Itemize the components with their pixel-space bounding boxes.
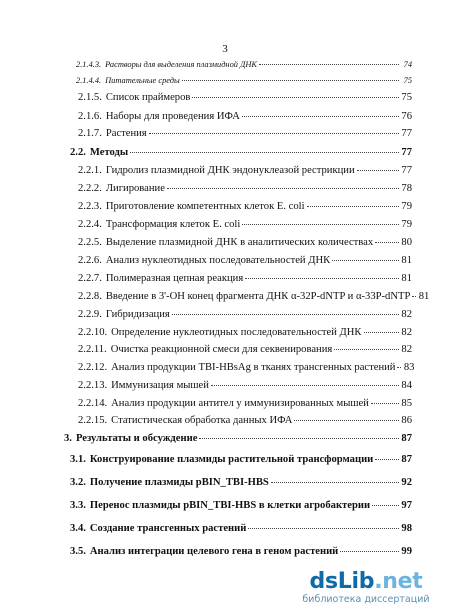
toc-entry-number: 2.2.9. xyxy=(78,309,102,320)
toc-entry-title: Гидролиз плазмидной ДНК эндонуклеазой рестрикции xyxy=(105,165,355,176)
toc-leader-dots xyxy=(397,367,401,368)
toc-leader-dots xyxy=(199,438,399,439)
toc-leader-dots xyxy=(307,206,399,207)
toc-leader-dots xyxy=(248,528,399,529)
toc-entry-title: Анализ продукции антител у иммунизированных мышей xyxy=(111,398,369,409)
toc-leader-dots xyxy=(245,278,399,279)
toc-entry-page: 83 xyxy=(403,362,415,373)
toc-entry-title: Выделение плазмидной ДНК в аналитических количествах xyxy=(105,237,374,248)
toc-entry-page: 87 xyxy=(401,433,412,444)
toc-leader-dots xyxy=(294,420,399,421)
toc-leader-dots xyxy=(340,551,399,552)
toc-entry-page: 82 xyxy=(401,309,412,320)
toc-entry-page: 75 xyxy=(401,92,412,103)
toc-entry xyxy=(78,290,430,303)
toc-entry-number: 2.2.2. xyxy=(78,183,102,194)
toc-entry xyxy=(78,414,412,427)
toc-entry-page: 77 xyxy=(401,165,412,176)
toc-entry xyxy=(70,545,412,558)
toc-entry-number: 2.2.7. xyxy=(78,273,102,284)
toc-entry xyxy=(78,127,412,140)
toc-entry-number: 2.2.4. xyxy=(78,219,102,230)
toc-entry-number: 2.1.4.4. xyxy=(76,76,102,85)
toc-entry-number: 2.2.6. xyxy=(78,255,102,266)
toc-entry-title: Лигирование xyxy=(105,183,165,194)
toc-entry-page: 76 xyxy=(401,111,412,122)
toc-entry xyxy=(78,379,412,392)
toc-entry-page: 77 xyxy=(401,128,412,139)
toc-entry-title: Анализ интеграции целевого гена в геном растений xyxy=(89,546,339,557)
toc-entry-page: 79 xyxy=(401,219,412,230)
toc-entry-page: 81 xyxy=(401,273,412,284)
toc-entry-page: 80 xyxy=(401,237,412,248)
toc-entry-title: Методы xyxy=(89,147,129,158)
toc-entry xyxy=(70,453,412,466)
toc-leader-dots xyxy=(364,332,399,333)
toc-entry-title: Очистка реакционной смеси для секвенирования xyxy=(110,344,333,355)
toc-entry-page: 97 xyxy=(401,500,412,511)
toc-entry-number: 2.1.5. xyxy=(78,92,102,103)
toc-entry-number: 2.2.10. xyxy=(78,327,108,338)
toc-leader-dots xyxy=(192,97,399,98)
toc-leader-dots xyxy=(182,80,399,81)
toc-leader-dots xyxy=(130,152,399,153)
watermark-logo-suffix: .net xyxy=(374,569,423,594)
toc-entry-number: 2.2.11. xyxy=(78,344,107,355)
toc-entry-page: 79 xyxy=(401,201,412,212)
toc-entry xyxy=(78,91,412,104)
toc-leader-dots xyxy=(334,349,399,350)
toc-entry xyxy=(78,110,412,123)
toc-entry xyxy=(78,254,412,267)
toc-entry-title: Конструирование плазмиды растительной трансформации xyxy=(89,454,374,465)
toc-entry-number: 2.2.14. xyxy=(78,398,108,409)
toc-entry-page: 98 xyxy=(401,523,412,534)
toc-entry xyxy=(70,476,412,489)
toc-entry-title: Питательные среды xyxy=(105,76,180,85)
toc-leader-dots xyxy=(259,64,399,65)
toc-entry-title: Растения xyxy=(105,128,147,139)
toc-entry-title: Результаты и обсуждение xyxy=(75,433,198,444)
toc-entry-number: 3.5. xyxy=(70,546,86,557)
toc-entry-title: Приготовление компетентных клеток E. coli xyxy=(105,201,305,212)
toc-entry-number: 2.1.6. xyxy=(78,111,102,122)
toc-leader-dots xyxy=(211,385,399,386)
toc-entry-number: 2.2.3. xyxy=(78,201,102,212)
toc-entry-number: 3.4. xyxy=(70,523,86,534)
toc-entry xyxy=(64,432,412,445)
toc-entry-number: 2.1.4.3. xyxy=(76,60,102,69)
toc-leader-dots xyxy=(412,296,416,297)
toc-entry-title: Создание трансгенных растений xyxy=(89,523,247,534)
toc-leader-dots xyxy=(375,459,399,460)
toc-entry-title: Полимеразная цепная реакция xyxy=(105,273,244,284)
toc-entry-number: 2.2.12. xyxy=(78,362,108,373)
toc-entry-number: 3. xyxy=(64,433,72,444)
toc-entry-title: Определение нуклеотидных последовательностей ДНК xyxy=(111,327,362,338)
watermark xyxy=(296,570,436,606)
toc-entry-page: 78 xyxy=(401,183,412,194)
toc-leader-dots xyxy=(167,188,399,189)
toc-entry-page: 82 xyxy=(401,344,412,355)
toc-leader-dots xyxy=(332,260,399,261)
toc-entry-number: 2.2.5. xyxy=(78,237,102,248)
toc-entry xyxy=(78,361,415,374)
toc-entry xyxy=(78,326,412,339)
toc-entry-title: Анализ продукции TBI-HBsAg в тканях трансгенных растений xyxy=(111,362,396,373)
toc-entry xyxy=(78,343,412,356)
toc-entry xyxy=(76,74,412,87)
page-number: 3 xyxy=(222,43,228,55)
toc-entry-title: Гибридизация xyxy=(105,309,170,320)
toc-entry-title: Получение плазмиды pBIN_TBI-HBS xyxy=(89,477,269,488)
toc-entry xyxy=(78,182,412,195)
toc-entry-page: 77 xyxy=(401,147,412,158)
toc-entry xyxy=(76,58,412,71)
toc-entry xyxy=(78,200,412,213)
toc-entry-title: Анализ нуклеотидных последовательностей ДНК xyxy=(105,255,331,266)
toc-entry-page: 81 xyxy=(401,255,412,266)
toc-entry xyxy=(78,236,412,249)
toc-entry-number: 2.2.15. xyxy=(78,415,108,426)
toc-entry xyxy=(70,146,412,159)
toc-entry-title: Наборы для проведения ИФА xyxy=(105,111,240,122)
toc-entry-title: Растворы для выделения плазмидной ДНК xyxy=(105,60,257,69)
toc-entry-page: 74 xyxy=(403,60,412,69)
toc-entry-number: 3.2. xyxy=(70,477,86,488)
toc-entry xyxy=(78,164,412,177)
toc-leader-dots xyxy=(172,314,399,315)
toc-leader-dots xyxy=(371,403,399,404)
toc-leader-dots xyxy=(372,505,399,506)
toc-entry xyxy=(78,397,412,410)
toc-entry-page: 85 xyxy=(401,398,412,409)
toc-entry-title: Статистическая обработка данных ИФА xyxy=(111,415,293,426)
toc-entry-number: 2.2.13. xyxy=(78,380,108,391)
toc-entry xyxy=(78,272,412,285)
toc-entry-number: 2.2.8. xyxy=(78,291,102,302)
toc-entry-number: 2.2. xyxy=(70,147,86,158)
toc-entry-number: 3.1. xyxy=(70,454,86,465)
toc-entry-page: 82 xyxy=(401,327,412,338)
toc-entry-title: Трансформация клеток E. coli xyxy=(105,219,241,230)
toc-entry-page: 84 xyxy=(401,380,412,391)
toc-entry-title: Иммунизация мышей xyxy=(111,380,209,391)
toc-leader-dots xyxy=(271,482,399,483)
toc-entry-page: 81 xyxy=(418,291,430,302)
watermark-logo-main: dsLib xyxy=(309,569,375,594)
toc-entry-page: 87 xyxy=(401,454,412,465)
watermark-logo xyxy=(296,570,436,594)
toc-entry-title: Список праймеров xyxy=(105,92,191,103)
toc-leader-dots xyxy=(357,170,399,171)
toc-leader-dots xyxy=(149,133,399,134)
toc-entry-number: 2.2.1. xyxy=(78,165,102,176)
watermark-tagline: библиотека диссертаций xyxy=(302,594,430,605)
toc-entry-number: 3.3. xyxy=(70,500,86,511)
toc-entry-title: Перенос плазмиды pBIN_TBI-HBS в клетки агробактерии xyxy=(89,500,371,511)
toc-leader-dots xyxy=(242,116,399,117)
toc-entry xyxy=(70,522,412,535)
toc-entry-page: 92 xyxy=(401,477,412,488)
toc-leader-dots xyxy=(242,224,399,225)
toc-entry-page: 86 xyxy=(401,415,412,426)
toc-entry xyxy=(78,218,412,231)
toc-entry-page: 99 xyxy=(401,546,412,557)
toc-entry-number: 2.1.7. xyxy=(78,128,102,139)
toc-entry xyxy=(78,308,412,321)
toc-entry-page: 75 xyxy=(403,76,412,85)
toc-leader-dots xyxy=(375,242,399,243)
toc-entry xyxy=(70,499,412,512)
toc-entry-title: Введение в 3'-OH конец фрагмента ДНК α-32P-dNTP и α-33P-dNTP xyxy=(105,291,411,302)
